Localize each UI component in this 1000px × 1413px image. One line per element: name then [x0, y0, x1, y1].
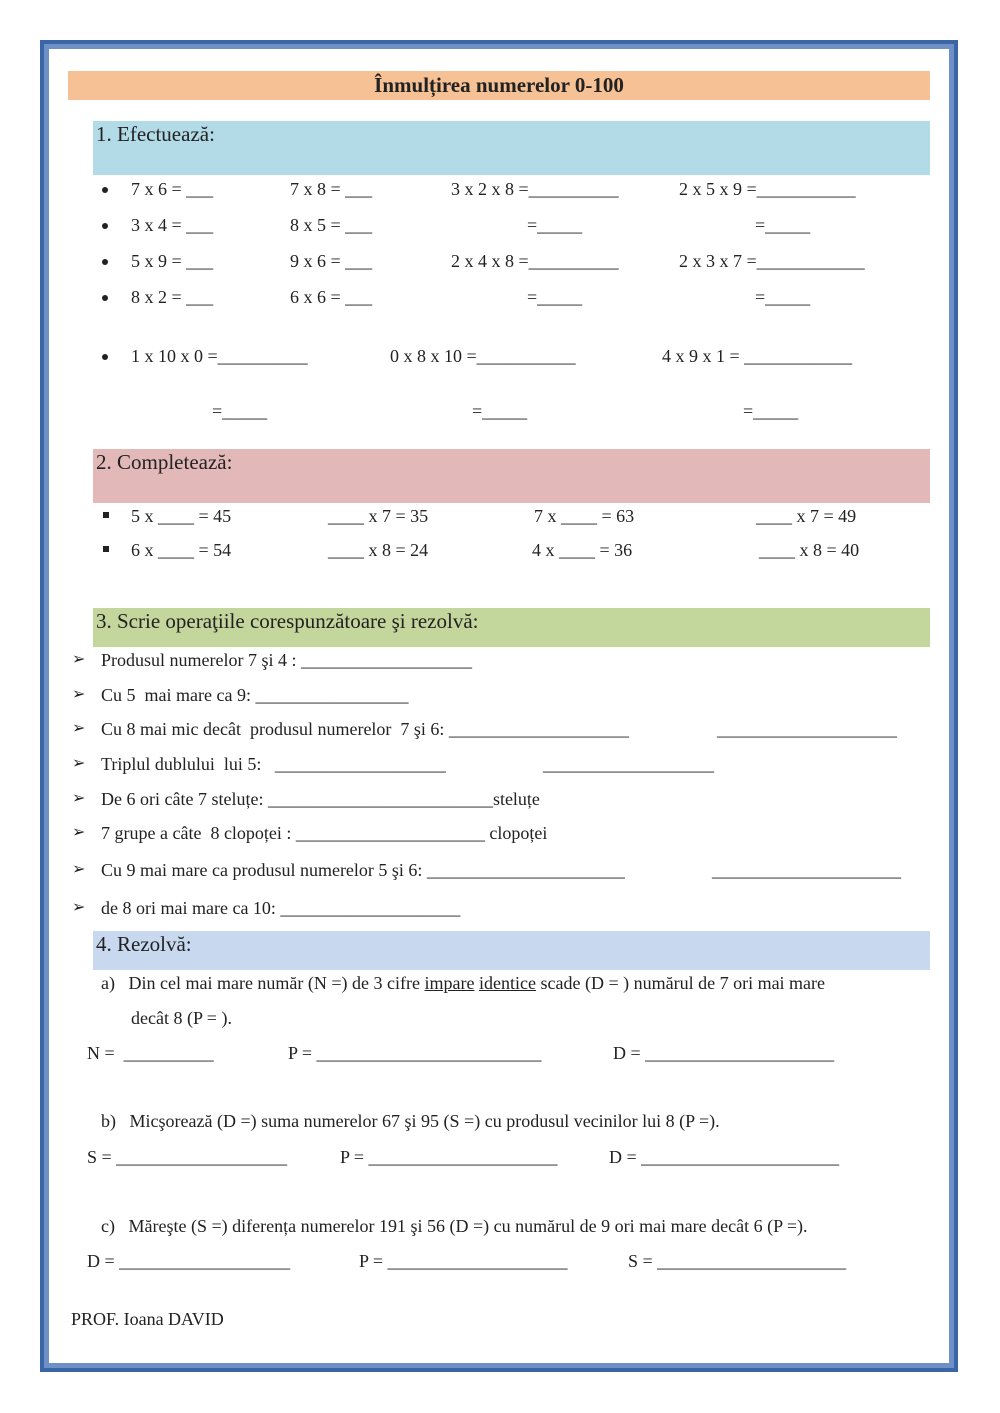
answer-p: P = _________________________: [288, 1043, 542, 1063]
square-bullet-icon: [103, 546, 109, 552]
fill-1-3: 7 x ____ = 63: [534, 506, 635, 526]
problem-item: Cu 9 mai mare ca produsul numerelor 5 şi 6: ______________________: [101, 860, 625, 880]
fill-1-4: ____ x 7 = 49: [756, 506, 857, 526]
answer-d: D = ______________________: [609, 1147, 840, 1167]
problem-b-text: b) Micşorează (D =) suma numerelor 67 şi 95 (S =) cu produsul vecinilor lui 8 (P =).: [101, 1111, 720, 1131]
underlined-word: identice: [479, 973, 536, 993]
answer-d: D = ___________________: [87, 1251, 291, 1271]
exercise-4-4: =_____: [755, 287, 811, 307]
exercise-3-1: 5 x 9 = ___: [131, 251, 214, 271]
fill-2-4: ____ x 8 = 40: [759, 540, 860, 560]
section-1-title: 1. Efectuează:: [96, 122, 215, 146]
bullet-icon: [102, 187, 108, 193]
answer-line: ___________________: [543, 754, 714, 774]
worksheet-title: Înmulțirea numerelor 0-100: [68, 71, 930, 100]
exercise-3-3: 2 x 4 x 8 =__________: [451, 251, 619, 271]
exercise-4-1: 8 x 2 = ___: [131, 287, 214, 307]
fill-2-3: 4 x ____ = 36: [532, 540, 633, 560]
exercise-4-2: 6 x 6 = ___: [290, 287, 373, 307]
fill-2-1: 6 x ____ = 54: [131, 540, 232, 560]
exercise-3-4: 2 x 3 x 7 =____________: [679, 251, 865, 271]
exercise-1-2: 7 x 8 = ___: [290, 179, 373, 199]
author-footer: PROF. Ioana DAVID: [71, 1309, 224, 1329]
section-2-heading: [93, 449, 930, 503]
bullet-icon: [102, 259, 108, 265]
answer-line: _____________________: [712, 860, 901, 880]
problem-a-text: [101, 972, 825, 994]
problem-item: de 8 ori mai mare ca 10: ____________________: [101, 898, 461, 918]
exercise-3-2: 9 x 6 = ___: [290, 251, 373, 271]
exercise-4-3: =_____: [527, 287, 583, 307]
problem-item: Cu 5 mai mare ca 9: _________________: [101, 685, 409, 705]
exercise-6-3: =_____: [743, 401, 799, 421]
arrow-bullet-icon: ➢: [72, 651, 86, 668]
answer-p: P = ____________________: [359, 1251, 568, 1271]
fill-1-2: ____ x 7 = 35: [328, 506, 429, 526]
section-3-heading: [93, 608, 930, 647]
exercise-2-4: =_____: [755, 215, 811, 235]
answer-d: D = _____________________: [613, 1043, 835, 1063]
exercise-5-2: 0 x 8 x 10 =___________: [390, 346, 576, 366]
exercise-6-1: =_____: [212, 401, 268, 421]
square-bullet-icon: [103, 512, 109, 518]
arrow-bullet-icon: ➢: [72, 790, 86, 807]
exercise-2-3: =_____: [527, 215, 583, 235]
bullet-icon: [102, 295, 108, 301]
answer-n: N = __________: [87, 1043, 214, 1063]
exercise-1-1: 7 x 6 = ___: [131, 179, 214, 199]
exercise-2-2: 8 x 5 = ___: [290, 215, 373, 235]
section-2-title: 2. Completează:: [96, 450, 233, 474]
problem-a-part: scade (D = ) numărul de 7 ori mai mare: [535, 973, 826, 993]
section-3-title: 3. Scrie operaţiile corespunzătoare şi rezolvă:: [96, 609, 479, 633]
arrow-bullet-icon: ➢: [72, 720, 86, 737]
arrow-bullet-icon: ➢: [72, 861, 86, 878]
arrow-bullet-icon: ➢: [72, 824, 86, 841]
answer-s: S = ___________________: [87, 1147, 288, 1167]
section-4-title: 4. Rezolvă:: [96, 932, 192, 956]
problem-a-part: a) Din cel mai mare număr (N =) de 3 cifre: [101, 973, 425, 993]
problem-item: Produsul numerelor 7 şi 4 : ___________________: [101, 650, 472, 670]
fill-2-2: ____ x 8 = 24: [328, 540, 429, 560]
exercise-1-4: 2 x 5 x 9 =___________: [679, 179, 856, 199]
answer-line: ____________________: [717, 719, 897, 739]
bullet-icon: [102, 354, 108, 360]
fill-1-1: 5 x ____ = 45: [131, 506, 232, 526]
underlined-word: impare: [424, 973, 475, 993]
exercise-6-2: =_____: [472, 401, 528, 421]
arrow-bullet-icon: ➢: [72, 899, 86, 916]
problem-item: 7 grupe a câte 8 clopoței : _____________________ clopoței: [101, 823, 548, 843]
section-4-heading: [93, 931, 930, 970]
exercise-1-3: 3 x 2 x 8 =__________: [451, 179, 619, 199]
exercise-2-1: 3 x 4 = ___: [131, 215, 214, 235]
answer-p: P = _____________________: [340, 1147, 558, 1167]
arrow-bullet-icon: ➢: [72, 686, 86, 703]
exercise-5-3: 4 x 9 x 1 = ____________: [662, 346, 853, 366]
problem-c-text: c) Măreşte (S =) diferența numerelor 191 şi 56 (D =) cu numărul de 9 ori mai mare decât 6 (P =).: [101, 1216, 808, 1236]
arrow-bullet-icon: ➢: [72, 755, 86, 772]
problem-item: Triplul dublului lui 5: ___________________: [101, 754, 446, 774]
section-1-heading: [93, 121, 930, 175]
exercise-5-1: 1 x 10 x 0 =__________: [131, 346, 308, 366]
problem-item: Cu 8 mai mic decât produsul numerelor 7 şi 6: ____________________: [101, 719, 629, 739]
answer-s: S = _____________________: [628, 1251, 847, 1271]
bullet-icon: [102, 223, 108, 229]
problem-item: De 6 ori câte 7 steluțe: _________________________steluțe: [101, 789, 540, 809]
problem-a-line2: decât 8 (P = ).: [131, 1008, 232, 1028]
